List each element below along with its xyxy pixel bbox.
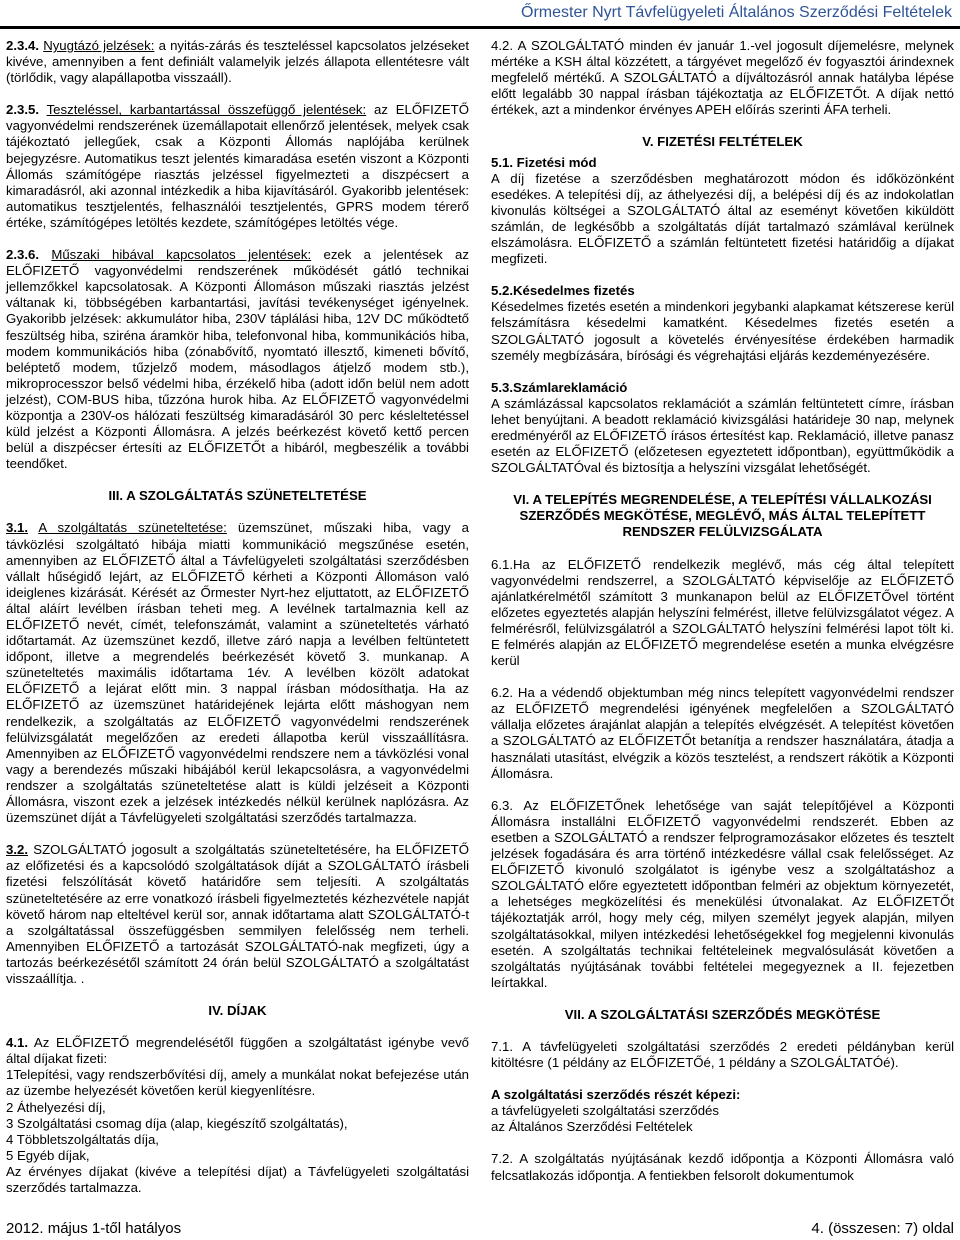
paragraph-4-1 bbox=[6, 1035, 469, 1067]
section-text: ezek a jelentések az ELŐFIZETŐ vagyonvédelmi rendszerének működését gátló technikai jellemzőkkel kapcsolatosak. A Központi Állomáson műszaki riasztás jelzést váltanak ki, többségében karbantartási, javítási tevékenységet igényelnek. Gyakoribb jelzések: akkumulátor hiba, 230V táplálási hiba, 12V DC működtető feszültség hiba, sziréna áramkör hiba, telefonvonal hiba, kommunikációs hiba, modem kommunikációs hiba (zónabővítő, nyomtató illesztő, kimeneti bővítő, beléptető modem, tűzjelző modem, másodlagos átjelző modem stb.), mikroprocesszor belső védelmi hiba, érzékelő hiba (adott időn belül nem adott jelzést), COM-BUS hiba, tűzzóna hurok hiba. Az ELŐFIZETŐ vagyonvédelmi központja a 230V-os hálózati feszültség kimaradásáról 30 perc késleltetéssel küld jelzést a Központi Állomásra. A jelzés beérkezést követő kettő percen belül a diszpécser értesíti az ELŐFIZETŐt a hibáról, megbeszélik a további teendőket. bbox=[6, 247, 469, 472]
section-5-title: V. FIZETÉSI FELTÉTELEK bbox=[642, 134, 803, 150]
paragraph-7-2: 7.2. A szolgáltatás nyújtásának kezdő időpontja a Központi Állomásra való felcsatlakozás időpontja. A fentiekben felsorolt dokumentumok bbox=[491, 1151, 954, 1183]
list-item: az Általános Szerződési Feltételek bbox=[491, 1119, 693, 1135]
paragraph-2-3-5 bbox=[6, 102, 469, 231]
section-7-title: VII. A SZOLGÁLTATÁSI SZERZŐDÉS MEGKÖTÉSE bbox=[564, 1006, 881, 1022]
paragraph-6-3: 6.3. Az ELŐFIZETŐnek lehetősége van saját telepítőjével a Központi Állomásra installálni ELŐFIZETŐ vagyonvédelmi rendszerét. Ebben az esetben a SZOLGÁLTATÓ a rendszer felprogramozásakor előzetes és tesztelt jelzések fogadására és arra történő intézkedésre vállal csak felelősséget. Az ELŐFIZETŐ kivonuló szolgálatot is igénybe vesz a szolgáltatáshoz a SZOLGÁLTATÓ előre egyeztetett időpontban felméri az objektum környezetét, a lehetséges megközelítési és menekülési útvonalakat. Az ELŐFIZETŐt tájékoztatják arról, hogy mely cég, milyen személyt jegyek alapján, milyen szolgáltatásokkal, milyen intézkedési lehetőségekkel fog megjelenni kivonulás esetén. A szolgáltatás technikai feltételeinek megvalósulását követően a szolgáltatás nyújtásának további feltételei megegyeznek a II. fejezetben leírtakkal. bbox=[491, 797, 954, 990]
paragraph-2-3-6 bbox=[6, 247, 469, 472]
section-number: 2.3.5. bbox=[6, 102, 39, 118]
contract-parts-heading: A szolgáltatási szerződés részét képezi: bbox=[491, 1087, 741, 1103]
header-rule bbox=[0, 26, 960, 29]
paragraph-5-1: A díj fizetése a szerződésben meghatározott módon és időközönként esedékes. A telepítési díj, az áthelyezési díj, a belépési díj és az indokolatlan kivonulás költségei a SZOLGÁLTATÓ által az eseményt követően kiküldött számlán, de legkésőbb a szolgáltatás díját tartalmazó számlával kerülnek elszámolásra. ELŐFIZETŐ a számlán feltüntetett fizetési határidőig a díjakat megfizeti. bbox=[491, 170, 954, 267]
section-4-title: IV. DÍJAK bbox=[208, 1003, 267, 1019]
paragraph-5-2: Késedelmes fizetés esetén a mindenkori jegybanki alapkamat kétszerese kerül felszámításra késedelmi kamatként. Késedelmes fizetés esetén a SZOLGÁLTATÓ jogosult a követelés érvényesítése érdekében harmadik személy megbízására, bírósági és végrehajtási eljárás kezdeményezésére. bbox=[491, 299, 954, 363]
section-heading: Műszaki hibával kapcsolatos jelentések: bbox=[51, 247, 312, 263]
page-header-title: Őrmester Nyrt Távfelügyeleti Általános Szerződési Feltételek bbox=[521, 4, 952, 21]
paragraph-6-2: 6.2. Ha a védendő objektumban még nincs telepített vagyonvédelmi rendszer az ELŐFIZETŐ megrendelési igényének megfelelően a SZOLGÁLTATÓ vállalja előzetes árajánlat alapján a telepítés elvégzését. A telepítést követően a SZOLGÁLTATÓ az ELŐFIZETŐt betanítja a rendszer használatára, átadja a használati utasítást, elvégzik a közös tesztelést, a rendszert rákötik a Központi Állomásra. bbox=[491, 685, 954, 781]
paragraph-6-1: 6.1.Ha az ELŐFIZETŐ rendelkezik meglévő, más cég által telepített vagyonvédelmi rendszerrel, a SZOLGÁLTATÓ képviselője az ELŐFIZETŐ ajánlatkérelmétől számított 3 munkanapon belül az ELŐFIZETŐvel történt előzetes egyeztetés alapján helyszíni felmérést, illetve felülvizsgálatot végez. A felmérésről, felülvizsgálatról a SZOLGÁLTATÓ helyszíni felmérési lapot tölt ki. E felmérés alapján az ELŐFIZETŐ megrendelése esetén a munka elvégzésre kerül bbox=[491, 556, 954, 669]
section-text: a nyitás-zárás és teszteléssel kapcsolatos jelzéseket kivéve, amennyiben a fent definiált valamelyik jelzés állapota ellentétesre vált (törlődik, vagy alapállapotba visszaáll). bbox=[6, 38, 469, 86]
paragraph-7-1: 7.1. A távfelügyeleti szolgáltatási szerződés 2 eredeti példányban kerül kitöltésre (1 példány az ELŐFIZETŐé, 1 példány a SZOLGÁLTATÓé). bbox=[491, 1038, 954, 1071]
fees-note: Az érvényes díjakat (kivéve a telepítési díjat) a Távfelügyeleti szolgáltatási szerződés tartalmazza. bbox=[6, 1163, 469, 1195]
section-heading: A szolgáltatás szüneteltetése: bbox=[38, 520, 227, 536]
heading-5-2: 5.2.Késedelmes fizetés bbox=[491, 283, 635, 299]
list-item: 1Telepítési, vagy rendszerbővítési díj, amely a munkálat nokat befejezése után az üzembe helyezését követően kerül kiegyenlítésre. bbox=[6, 1067, 469, 1099]
section-number: 4.1. bbox=[6, 1035, 28, 1051]
paragraph-5-3: A számlázással kapcsolatos reklamációt a számlán feltüntetett címre, írásban lehet benyújtani. A beadott reklamáció kivizsgálási határideje 30 nap, melynek eredményéről az ELŐFIZETŐ írásos értesítést kap. Reklamáció, illetve panasz esetén az ELŐFIZETŐ (előzetesen egyeztetett időpontban), együttműködik a SZOLGÁLTATÓval és biztosítja a helyszíni vizsgálat lehetőségét. bbox=[491, 395, 954, 476]
paragraph-3-2 bbox=[6, 842, 469, 987]
section-number: 3.1. bbox=[6, 520, 28, 536]
section-text: Az ELŐFIZETŐ megrendelésétől függően a szolgáltatást igénybe vevő által díjakat fizeti: bbox=[6, 1035, 469, 1067]
footer-page-number: 4. (összesen: 7) oldal bbox=[811, 1220, 954, 1237]
heading-5-1: 5.1. Fizetési mód bbox=[491, 154, 597, 170]
section-heading: Teszteléssel, karbantartással összefüggő jelentések: bbox=[46, 102, 367, 118]
section-number: 3.2. bbox=[6, 842, 28, 858]
list-item: 3 Szolgáltatási csomag díja (alap, kiegészítő szolgáltatás), bbox=[6, 1115, 348, 1131]
list-item: 5 Egyéb díjak, bbox=[6, 1147, 90, 1163]
list-item: a távfelügyeleti szolgáltatási szerződés bbox=[491, 1103, 719, 1119]
heading-5-3: 5.3.Számlareklamáció bbox=[491, 379, 628, 395]
contract-parts-list bbox=[491, 1103, 954, 1135]
section-6-title: VI. A TELEPÍTÉS MEGRENDELÉSE, A TELEPÍTÉSI VÁLLALKOZÁSI SZERZŐDÉS MEGKÖTÉSE, MEGLÉVŐ, MÁS ÁLTAL TELEPÍTETT RENDSZER FELÜLVIZSGÁLATA bbox=[513, 492, 932, 540]
left-column bbox=[6, 38, 469, 1212]
paragraph-3-1 bbox=[6, 520, 469, 826]
right-column bbox=[491, 38, 954, 1200]
list-item: 2 Áthelyezési díj, bbox=[6, 1099, 106, 1115]
section-text: SZOLGÁLTATÓ jogosult a szolgáltatás szüneteltetésére, ha ELŐFIZETŐ az előfizetési és a kapcsolódó szolgáltatások díját a SZOLGÁLTATÓ írásbeli fizetési felszólítását követő határidőre sem teljesíti. A szolgáltatás szüneteltetésére az erre vonatkozó írásbeli figyelmeztetés kézhezvétele napját követő három nap elteltével kerül sor, annak időtartama alatt SZOLGÁLTATÓ-t a szolgáltatással összefüggésben semmilyen felelősség nem terheli. Amennyiben ELŐFIZETŐ a tartozását SZOLGÁLTATÓ-nak megfizeti, úgy a tartozás beérkezésétől számított 24 órán belül SZOLGÁLTATÓ a szolgáltatást visszaállítja. . bbox=[6, 842, 469, 986]
paragraph-2-3-4 bbox=[6, 38, 469, 86]
footer-effective-date: 2012. május 1-től hatályos bbox=[6, 1220, 182, 1237]
section-text: üzemszünet, műszaki hiba, vagy a távközlési szolgáltató hibája miatti kommunikáció megszűnése esetén, amennyiben az ELŐFIZETŐ által a Távfelügyeleti szolgáltatási szerződésben vállalt hűségidő lejárt, az ELŐFIZETŐ kérheti a Központi Állomáson való ideiglenes kizárását. Kérését az Őrmester Nyrt-hez eljuttatott, az ELŐFIZETŐ által aláírt levélben írásban teheti meg. A levélnek tartalmaznia kell az ELŐFIZETŐ nevét, címét, telefonszámát, valamint a szüneteltetés várható időtartamát. Az üzemszünet kezdő, illetve záró napja a levélben feltüntetett időpont, illetve a megrendelés beérkezését követő 3. munkanap. A szüneteltetés maximális időtartama 1év. A levélben közölt adatokat ELŐFIZETŐ a lejárat előtt min. 3 nappal írásban módosíthatja. Ha az ELŐFIZETŐ az üzemszünet határidejének lejárta előtt máshogyan nem rendelkezik, a szolgáltatás az ELŐFIZETŐ vagyonvédelmi rendszerének felülvizsgálatát megelőzően az eredeti állapotba kerül visszaállításra. Amennyiben az ELŐFIZETŐ vagyonvédelmi rendszere nem a távközlési vonal vagy a berendezés műszaki hibájából kerül lekapcsolásra, a vagyonvédelmi rendszer a szolgáltatás szüneteltetése alatt is küldi jelzéseit a Központi Állomásra, viszont ezek a jelzések intézkedés nélkül kerülnek naplózásra. Az üzemszünet díját a Távfelügyeleti szolgáltatási szerződés tartalmazza. bbox=[6, 520, 469, 826]
section-number: 2.3.4. bbox=[6, 38, 39, 53]
section-number: 2.3.6. bbox=[6, 247, 39, 263]
list-item: 4 Többletszolgáltatás díja, bbox=[6, 1131, 159, 1147]
section-heading: Nyugtázó jelzések: bbox=[43, 38, 155, 53]
section-text: az ELŐFIZETŐ vagyonvédelmi rendszerének üzemállapotait ellenőrző jelentések, melyek csak tájékoztató jellegűek, csak a Központi Állomás naplójába kerülnek bejegyzésre. Automatikus teszt jelentés kimaradása esetén viszont a Központi Állomás számítógépe riasztás jelzéssel figyelmezteti a diszpécsert a kimaradásról, aki azonnal intézkedik a hiba kijavításáról. Gyakoribb jelentések: automatikus tesztjelentés, felhasználói tesztjelentés, GPRS modem térerő értéke, számítógépes letöltés kezdete, számítógépes letöltés vége. bbox=[6, 102, 469, 230]
section-3-title: III. A SZOLGÁLTATÁS SZÜNETELTETÉSE bbox=[108, 488, 367, 504]
paragraph-4-2: 4.2. A SZOLGÁLTATÓ minden év január 1.-vel jogosult díjemelésre, melynek mértéke a KSH által közzétett, a tárgyévet megelőző év fogyasztói árindexnek megfelelő mértékű. A SZOLGÁLTATÓ a díjváltozásról annak hatályba lépése előtt legalább 30 nappal írásban tájékoztatja az ELŐFIZETŐt. A díjak nettó értékek, azt a mindenkor érvényes APEH előírás szerinti ÁFA terheli. bbox=[491, 38, 954, 118]
fee-list bbox=[6, 1067, 469, 1164]
